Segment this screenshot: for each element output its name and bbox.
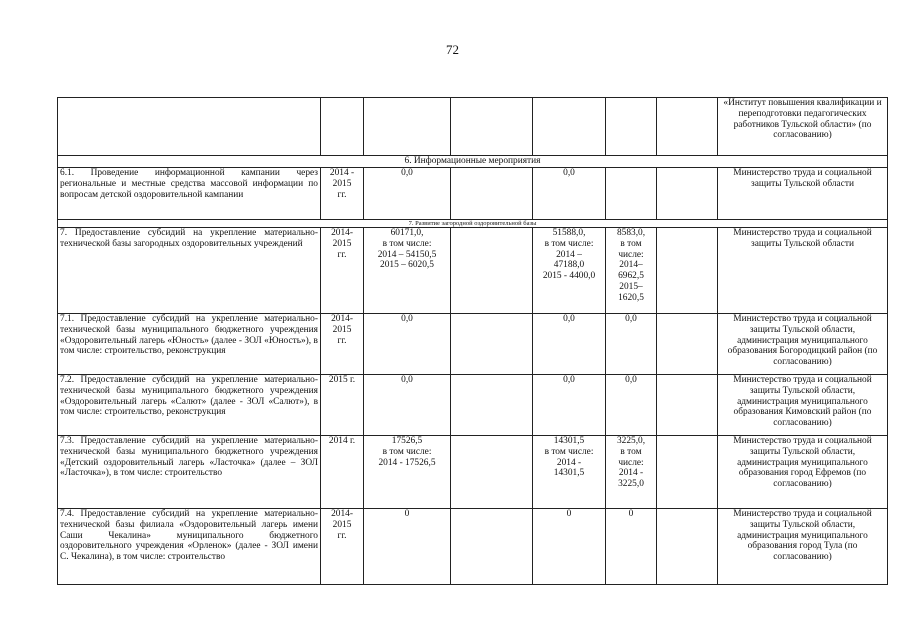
row-col7: [657, 314, 718, 375]
row-col4: [451, 314, 533, 375]
table-row-continuation: [58, 98, 888, 156]
section-title: 6. Информационные мероприятия: [58, 156, 888, 168]
row-col7: [657, 168, 718, 220]
table-row-7-4: [58, 509, 888, 585]
cell-period: [321, 98, 364, 156]
row-total: 60171,0, в том числе: 2014 – 54150,5 2015 – 6020,5: [364, 228, 451, 314]
row-executor: Министерство труда и социальной защиты Тульской области: [718, 228, 888, 314]
section-title: 7. Развитие загородной оздоровительной базы: [58, 220, 888, 228]
row-executor: Министерство труда и социальной защиты Тульской области, администрация муниципального образования город Ефремов (по согласованию): [718, 436, 888, 509]
row-col4: [451, 228, 533, 314]
cell-col7: [657, 98, 718, 156]
row-period: 2014- 2015 гг.: [321, 509, 364, 585]
cell-total: [364, 98, 451, 156]
table-row-7-1: [58, 314, 888, 375]
table-row-6-1: [58, 168, 888, 220]
program-measures-table: [57, 97, 888, 585]
row-total: 0,0: [364, 314, 451, 375]
row-total: 0,0: [364, 168, 451, 220]
row-col5: 14301,5 в том числе: 2014 - 14301,5: [533, 436, 606, 509]
row-total: 17526,5 в том числе: 2014 - 17526,5: [364, 436, 451, 509]
table-row-7-3: [58, 436, 888, 509]
row-period: 2014- 2015 гг.: [321, 314, 364, 375]
row-col4: [451, 509, 533, 585]
row-col6: 0,0: [606, 375, 657, 436]
row-col6: 0: [606, 509, 657, 585]
row-col5: 0,0: [533, 375, 606, 436]
row-col4: [451, 436, 533, 509]
cell-col6: [606, 98, 657, 156]
row-executor: Министерство труда и социальной защиты Тульской области: [718, 168, 888, 220]
section-header-7: [58, 220, 888, 228]
table-row-7: [58, 228, 888, 314]
row-col7: [657, 509, 718, 585]
row-total: 0: [364, 509, 451, 585]
row-total: 0,0: [364, 375, 451, 436]
row-col4: [451, 168, 533, 220]
row-col6: 0,0: [606, 314, 657, 375]
page-number: 72: [446, 42, 459, 57]
row-executor: Министерство труда и социальной защиты Тульской области, администрация муниципального образования Богородицкий район (по согласованию): [718, 314, 888, 375]
cell-executor: «Институт повышения квалификации и переподготовки педагогических работников Тульской области» (по согласованию): [718, 98, 888, 156]
row-name: 7.1. Предоставление субсидий на укрепление материально-технической базы муниципального бюджетного учреждения «Оздоровительный лагерь «Юность» (далее - ЗОЛ «Юность»), в том числе: строительство, реконструкция: [58, 314, 321, 375]
row-col4: [451, 375, 533, 436]
cell-col5: [533, 98, 606, 156]
row-col7: [657, 228, 718, 314]
row-col7: [657, 375, 718, 436]
row-name: 6.1. Проведение информационной кампании через региональные и местные средства массовой информации по вопросам детской оздоровительной кампании: [58, 168, 321, 220]
row-executor: Министерство труда и социальной защиты Тульской области, администрация муниципального образования город Тула (по согласованию): [718, 509, 888, 585]
section-header-6: [58, 156, 888, 168]
row-col6: 8583,0, в том числе: 2014– 6962,5 2015– 1620,5: [606, 228, 657, 314]
row-col7: [657, 436, 718, 509]
row-col6: 3225,0, в том числе: 2014 - 3225,0: [606, 436, 657, 509]
row-name: 7.4. Предоставление субсидий на укрепление материально-технической базы филиала «Оздоровительный лагерь имени Саши Чекалина» муниципального бюджетного оздоровительного учреждения «Орленок» (далее - ЗОЛ имени С. Чекалина), в том числе: строительство: [58, 509, 321, 585]
row-col5: 0,0: [533, 168, 606, 220]
row-name: 7.3. Предоставление субсидий на укрепление материально-технической базы муниципального бюджетного учреждения «Детский оздоровительный лагерь «Ласточка» (далее – ЗОЛ «Ласточка»), в том числе: строительство: [58, 436, 321, 509]
row-executor: Министерство труда и социальной защиты Тульской области, администрация муниципального образования Кимовский район (по согласованию): [718, 375, 888, 436]
cell-name: [58, 98, 321, 156]
row-period: 2014- 2015 гг.: [321, 228, 364, 314]
row-col5: 0: [533, 509, 606, 585]
row-period: 2015 г.: [321, 375, 364, 436]
row-col5: 0,0: [533, 314, 606, 375]
row-period: 2014 г.: [321, 436, 364, 509]
row-col6: [606, 168, 657, 220]
row-col5: 51588,0, в том числе: 2014 – 47188,0 2015 - 4400,0: [533, 228, 606, 314]
row-name: 7. Предоставление субсидий на укрепление материально-технической базы загородных оздоровительных учреждений: [58, 228, 321, 314]
cell-col4: [451, 98, 533, 156]
row-period: 2014 - 2015 гг.: [321, 168, 364, 220]
row-name: 7.2. Предоставление субсидий на укрепление материально-технической базы муниципального бюджетного учреждения «Оздоровительный лагерь «Салют» (далее - ЗОЛ «Салют»), в том числе: строительство, реконструкция: [58, 375, 321, 436]
table-row-7-2: [58, 375, 888, 436]
